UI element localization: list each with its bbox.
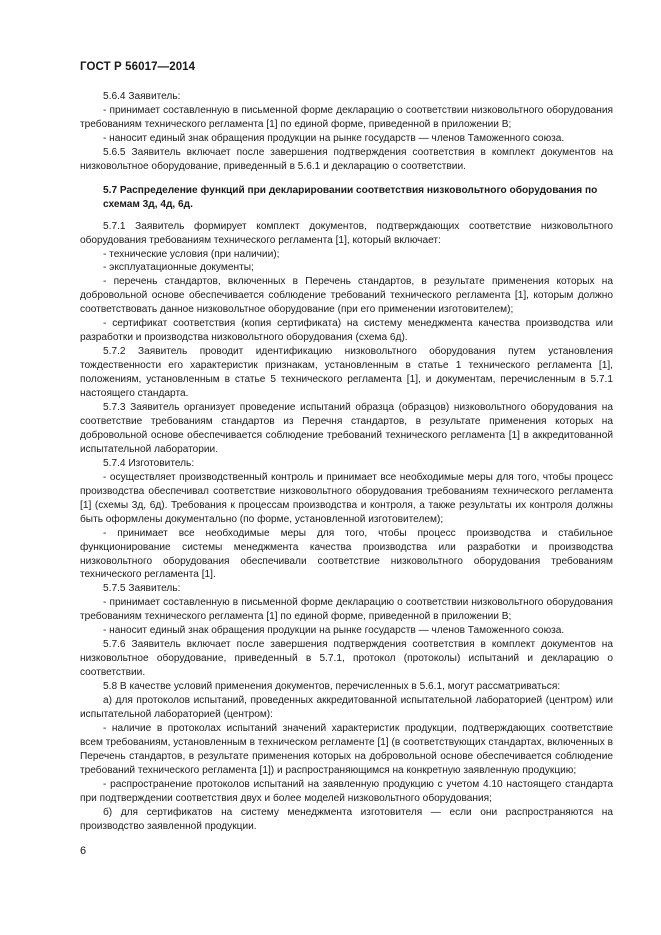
list-item: - принимает составленную в письменной форме декларацию о соответствии низковольтного оборудования требованиям технического регламента [1] по единой форме, приведенной в приложении В; — [80, 104, 613, 130]
list-item: - технические условия (при наличии); — [103, 248, 280, 260]
list-item: а) для протоколов испытаний, проведенных аккредитованной испытательной лабораторией (центром) или испытательной лабораторией (центром): — [80, 695, 613, 720]
document-header: ГОСТ Р 56017—2014 — [80, 61, 196, 73]
page-number: 6 — [80, 845, 87, 857]
list-item: - принимает все необходимые меры для того, чтобы процесс производства и стабильное функционирование системы менеджмента качества производства или разработки и производства низковольтного оборудования обеспечивали соответствие низковольтного оборудования требованиям технического регламента [1]. — [80, 527, 613, 581]
list-item: - сертификат соответствия (копия сертификата) на систему менеджмента качества производства или разработки и производства низковольтного оборудования (схема 6д). — [80, 318, 613, 344]
clause-5-8: 5.8 В качестве условий применения документов, перечисленных в 5.6.1, могут рассматриваться: — [103, 681, 561, 693]
section-heading-5-7: 5.7 Распределение функций при декларировании соответствия низковольтного оборудования по схемам 3д, 4д, 6д. — [103, 184, 598, 210]
list-item: - распространение протоколов испытаний на заявленную продукцию с учетом 4.10 настоящего стандарта при подтверждении соответствия двух и более моделей низковольтного оборудования; — [80, 778, 613, 804]
clause-5-7-4-title: 5.7.4 Изготовитель: — [103, 457, 195, 469]
clause-5-6-5: 5.6.5 Заявитель включает после завершения подтверждения соответствия в комплект документов на низковольтное оборудование, приведенный в 5.6.1 и декларацию о соответствии. — [80, 146, 613, 172]
clause-5-7-3: 5.7.3 Заявитель организует проведение испытаний образца (образцов) низковольтного оборудования на соответствие требованиям стандартов из Перечня стандартов, в результате применения которых на добровольной основе обеспечивается соблюдение требований технического регламента [1] в аккредитованной испытательной лаборатории. — [80, 402, 613, 455]
clause-5-6-4-title: 5.6.4 Заявитель: — [103, 91, 181, 102]
list-item: - эксплуатационные документы; — [103, 262, 254, 274]
clause-5-7-2: 5.7.2 Заявитель проводит идентификацию низковольтного оборудования путем установления тождественности его характеристик признакам, установленным в статье 1 технического регламента [1], положениям, установленным в статье 5 технического регламента [1], и документам, перечисленным в 5.7.1 настоящего стандарта. — [80, 346, 613, 400]
list-item: - наносит единый знак обращения продукции на рынке государств — членов Таможенного союза. — [103, 132, 565, 144]
clause-5-7-6: 5.7.6 Заявитель включает после завершения подтверждения соответствия в комплект документов на низковольтное оборудование, приведенный в 5.7.1, протокол (протоколы) испытаний и декларацию о соответствии. — [80, 639, 613, 679]
list-item: - перечень стандартов, включенных в Перечень стандартов, в результате применения которых на добровольной основе обеспечивается соблюдение требований технического регламента [1], которым должно соответствовать данное низковольтное оборудование (при его применении изготовителем); — [80, 276, 613, 316]
clause-5-7-5-title: 5.7.5 Заявитель: — [103, 583, 181, 595]
list-item: - осуществляет производственный контроль и принимает все необходимые меры для того, чтобы процесс производства обеспечивал соответствие низковольтного оборудования требованиям технического регламента [1] (схемы 3д, 6д). Требования к процессам производства и контроля, а также результаты их контроля должны быть оформлены документально (по форме, установленной изготовителем); — [80, 471, 613, 525]
clause-5-7-1: 5.7.1 Заявитель формирует комплект документов, подтверждающих соответствие низковольтного оборудования требованиям технического регламента [1], который включает: — [80, 220, 613, 246]
list-item: б) для сертификатов на систему менеджмента изготовителя — если они распространяются на производство заявленной продукции. — [80, 806, 613, 832]
document-body — [80, 90, 613, 834]
list-item: - принимает составленную в письменной форме декларацию о соответствии низковольтного оборудования требованиям технического регламента [1] по единой форме, приведенной в приложении В; — [80, 597, 613, 623]
list-item: - наносит единый знак обращения продукции на рынке государств — членов Таможенного союза. — [103, 625, 565, 637]
list-item: - наличие в протоколах испытаний значений характеристик продукции, подтверждающих соответствие всем требованиям, установленным в техническом регламенте [1] (в соответствующих стандартах, включенных в Перечень стандартов, в результате применения которых на добровольной основе обеспечивается соблюдение требований технического регламента [1]) и распространяющимся на конкретную заявленную продукцию; — [80, 722, 613, 776]
